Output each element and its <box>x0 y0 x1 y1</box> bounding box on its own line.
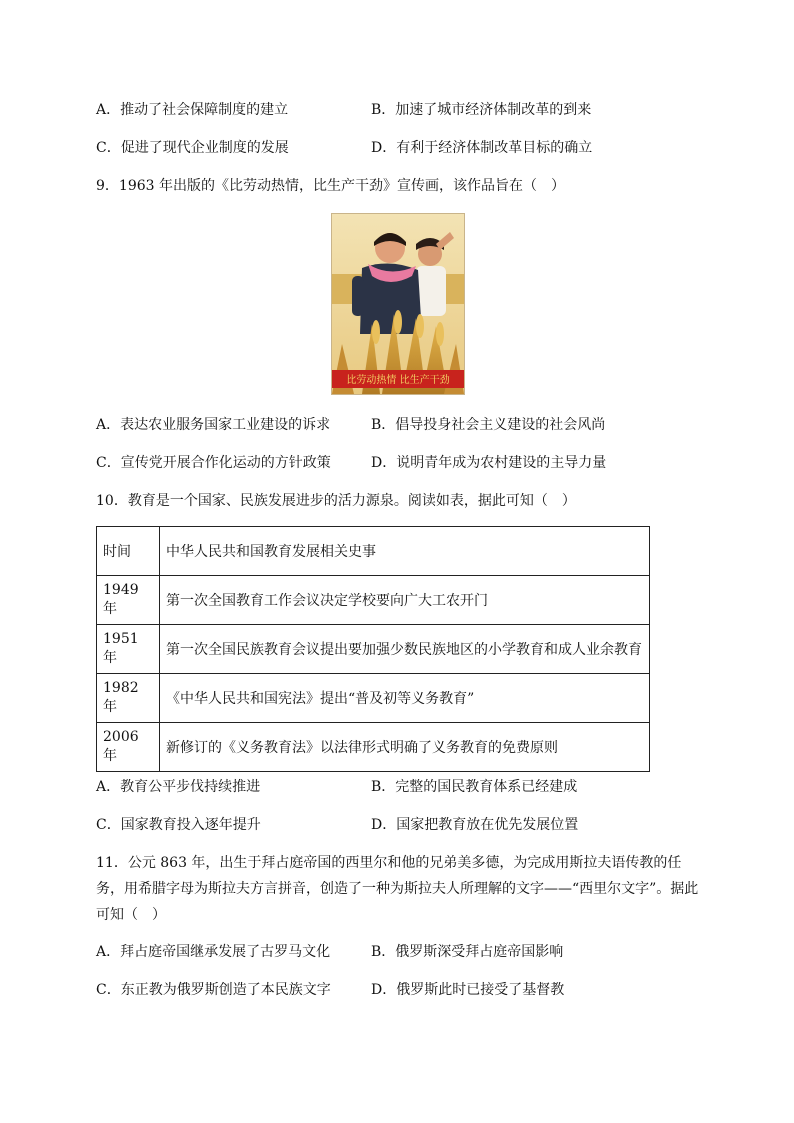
q8-option-a[interactable]: A．推动了社会保障制度的建立 <box>96 102 289 118</box>
table-row <box>97 723 650 772</box>
table-cell-event: 新修订的《义务教育法》以法律形式明确了义务教育的免费原则 <box>160 723 650 772</box>
q9-stem: 9．1963 年出版的《比劳动热情，比生产干劲》宣传画，该作品旨在（ ） <box>96 178 565 194</box>
q9-option-d[interactable]: D．说明青年成为农村建设的主导力量 <box>371 455 607 471</box>
table-header-row <box>97 527 650 576</box>
q10-stem: 10．教育是一个国家、民族发展进步的活力源泉。阅读如表，据此可知（ ） <box>96 493 576 509</box>
q10-option-b[interactable]: B．完整的国民教育体系已经建成 <box>371 779 578 795</box>
q8-option-c[interactable]: C．促进了现代企业制度的发展 <box>96 140 289 156</box>
education-history-table <box>96 526 650 772</box>
q11-option-d[interactable]: D．俄罗斯此时已接受了基督教 <box>371 982 565 998</box>
table-header-cell: 中华人民共和国教育发展相关史事 <box>160 527 650 576</box>
q11-option-b[interactable]: B．俄罗斯深受拜占庭帝国影响 <box>371 944 564 960</box>
table-cell-event: 第一次全国教育工作会议决定学校要向广大工农开门 <box>160 576 650 625</box>
table-cell-year: 1951 年 <box>97 625 160 674</box>
poster-caption: 比劳动热情 比生产干劲 <box>346 375 450 386</box>
q9-option-c[interactable]: C．宣传党开展合作化运动的方针政策 <box>96 455 331 471</box>
table-row <box>97 625 650 674</box>
q9-option-a[interactable]: A．表达农业服务国家工业建设的诉求 <box>96 417 331 433</box>
table-cell-year: 1982 年 <box>97 674 160 723</box>
table-cell-year: 1949 年 <box>97 576 160 625</box>
q11-stem-line-2: 务，用希腊字母为斯拉夫方言拼音，创造了一种为斯拉夫人所理解的文字——“西里尔文字”。据此 <box>96 881 699 897</box>
propaganda-poster-image <box>331 213 465 395</box>
table-row <box>97 576 650 625</box>
q11-option-a[interactable]: A．拜占庭帝国继承发展了古罗马文化 <box>96 944 331 960</box>
q11-stem-line-1: 11．公元 863 年，出生于拜占庭帝国的西里尔和他的兄弟美多德，为完成用斯拉夫语传教的任 <box>96 855 682 871</box>
q11-stem-line-3: 可知（ ） <box>96 907 166 923</box>
table-cell-event: 《中华人民共和国宪法》提出“普及初等义务教育” <box>160 674 650 723</box>
q10-option-a[interactable]: A．教育公平步伐持续推进 <box>96 779 261 795</box>
q8-option-b[interactable]: B．加速了城市经济体制改革的到来 <box>371 102 592 118</box>
table-header-cell: 时间 <box>97 527 160 576</box>
q8-option-d[interactable]: D．有利于经济体制改革目标的确立 <box>371 140 593 156</box>
table-row <box>97 674 650 723</box>
q10-option-d[interactable]: D．国家把教育放在优先发展位置 <box>371 817 579 833</box>
table-cell-event: 第一次全国民族教育会议提出要加强少数民族地区的小学教育和成人业余教育 <box>160 625 650 674</box>
q9-option-b[interactable]: B．倡导投身社会主义建设的社会风尚 <box>371 417 606 433</box>
table-cell-year: 2006 年 <box>97 723 160 772</box>
q10-option-c[interactable]: C．国家教育投入逐年提升 <box>96 817 261 833</box>
q11-option-c[interactable]: C．东正教为俄罗斯创造了本民族文字 <box>96 982 331 998</box>
